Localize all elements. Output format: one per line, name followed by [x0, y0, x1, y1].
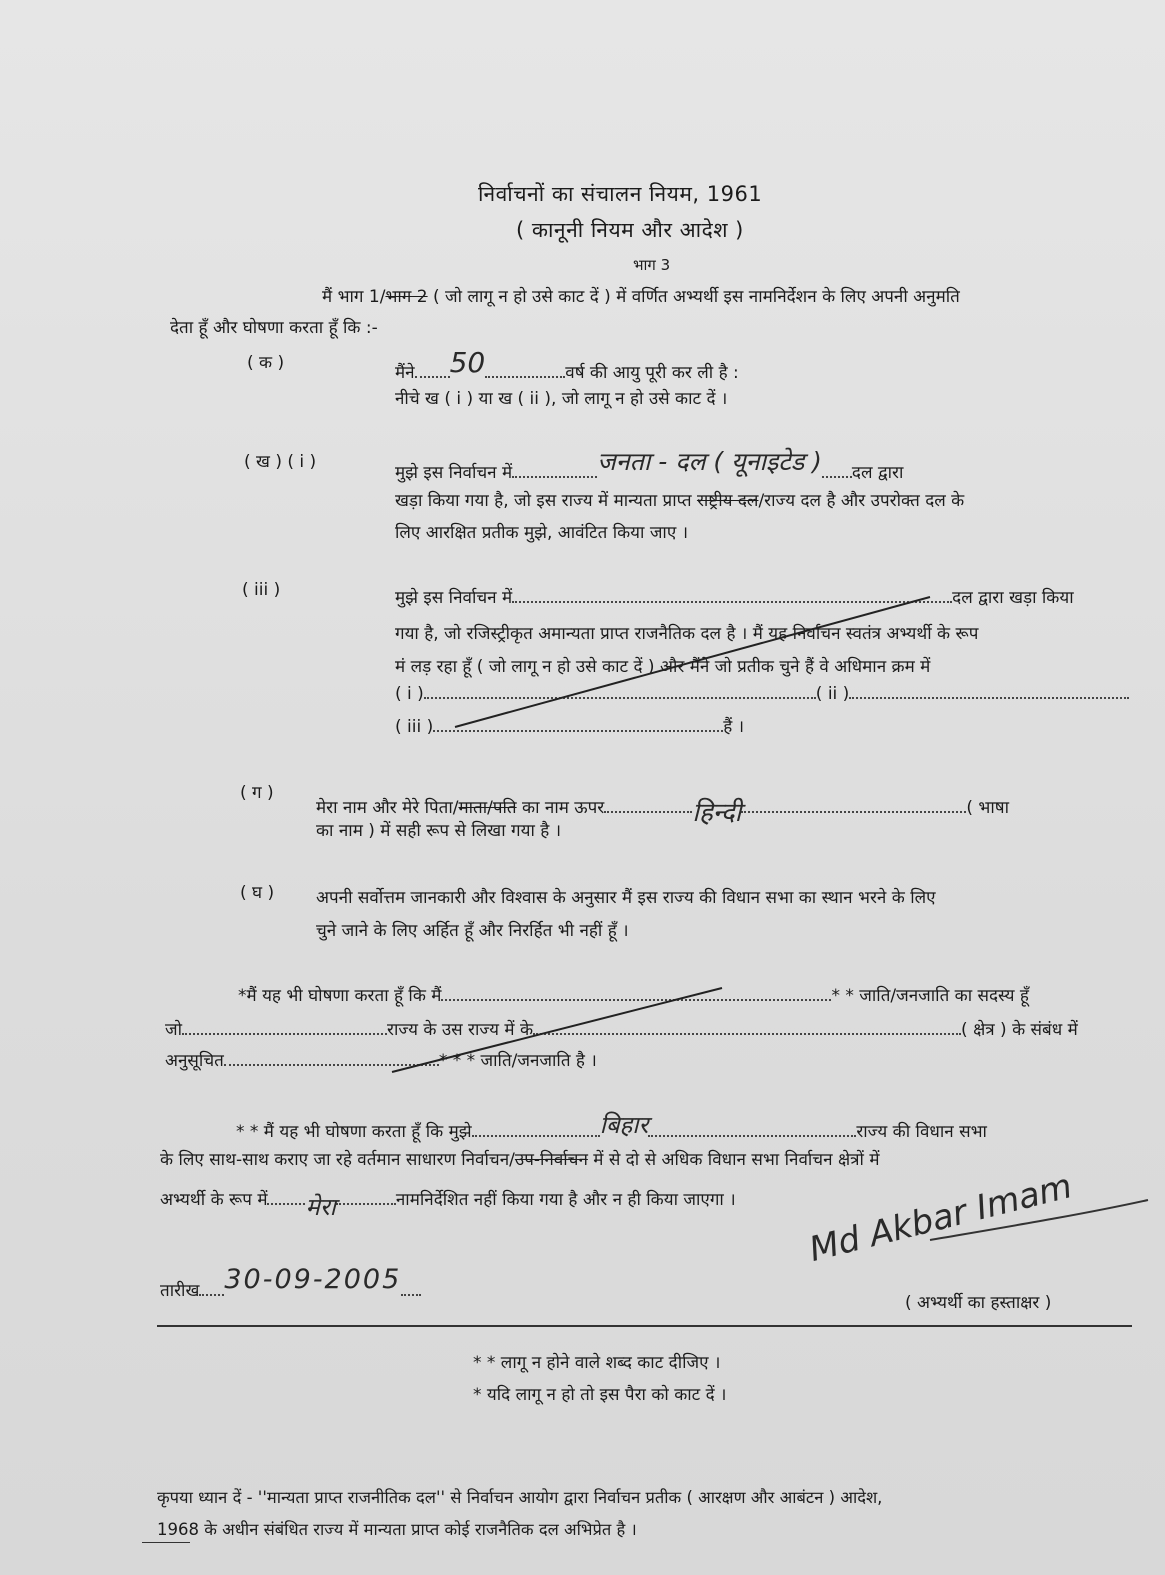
intro-struck-text: भाग 2: [385, 287, 428, 307]
clause-iii-end: हैं ।: [723, 717, 745, 737]
state-decl-line-3-pre: अभ्यर्थी के रूप में: [160, 1190, 268, 1210]
clause-ga-post: ( भाषा: [966, 798, 1010, 818]
note-line-2-text: के अधीन संबंधित राज्य में मान्यता प्राप्त कोई राजनैतिक दल अभिप्रेत है ।: [204, 1520, 637, 1539]
page-title: निर्वाचनों का संचालन नियम, 1961: [478, 182, 763, 206]
clause-iii-line-2: गया है, जो रजिस्ट्रीकृत अमान्यता प्राप्त राजनैतिक दल है । मैं यह निर्वाचन स्वतंत्र अभ्यर्थी के रूप: [395, 624, 979, 644]
clause-kha-line-2-b: /राज्य दल है और उपरोक्त दल के: [758, 491, 965, 511]
clause-kha-pre: मुझे इस निर्वाचन में: [395, 463, 513, 483]
state-decl-line-3-post: नामनिर्देशित नहीं किया गया है और न ही किया जाएगा ।: [395, 1190, 736, 1210]
date-label: तारीख: [160, 1281, 200, 1301]
footnote-2: * यदि लागू न हो तो इस पैरा को काट दें ।: [473, 1385, 727, 1405]
state-decl-post: राज्य की विधान सभा: [856, 1122, 987, 1142]
intro-text-b: ( जो लागू न हो उसे काट दें ) में वर्णित अभ्यर्थी इस नामनिर्देशन के लिए अपनी अनुमति: [427, 287, 960, 307]
clause-ka-pre: मैंने: [395, 363, 415, 383]
signature-flourish: [930, 1200, 1148, 1240]
caste-decl-end: * * * जाति/जनजाति है ।: [438, 1051, 597, 1071]
clause-iii-label: ( iii ): [242, 580, 281, 600]
self-handwritten: मेरा: [305, 1193, 336, 1221]
clause-ga-label: ( ग ): [240, 783, 274, 803]
state-decl-line-2-a: के लिए साथ-साथ कराए जा रहे वर्तमान साधारण निर्वाचन/: [160, 1150, 515, 1170]
caste-decl-scheduled: अनुसूचित: [165, 1051, 224, 1071]
language-handwritten: हिन्दी: [692, 798, 742, 828]
clause-ga-pre-a: मेरा नाम और मेरे पिता/: [316, 798, 459, 818]
date-handwritten: 30-09-2005: [224, 1264, 402, 1295]
clause-ga-struck: माता/पति: [458, 798, 517, 818]
note-year: 1968: [157, 1520, 199, 1539]
state-decl-line-2-b: में से दो से अधिक विधान सभा निर्वाचन क्षेत्रों में: [587, 1150, 880, 1170]
symbol-opt-2: ( ii ): [815, 684, 850, 704]
intro-text-a: मैं भाग 1/: [322, 287, 386, 307]
part-label: भाग 3: [633, 256, 671, 274]
clause-iii-pre: मुझे इस निर्वाचन में: [395, 588, 513, 608]
party-handwritten: जनता - दल ( यूनाइटेड ): [597, 447, 822, 476]
caste-decl-pre: *मैं यह भी घोषणा करता हूँ कि मैं: [238, 986, 442, 1006]
symbol-opt-3: ( iii ): [395, 717, 434, 737]
page-subtitle: ( कानूनी नियम और आदेश ): [516, 218, 744, 242]
clause-kha-line-2-a: खड़ा किया गया है, जो इस राज्य में मान्यता प्राप्त: [395, 491, 697, 511]
caste-decl-area: ( क्षेत्र ) के संबंध में: [961, 1020, 1078, 1040]
candidate-signature: Md Akbar Imam: [805, 1166, 1076, 1270]
clause-ka-post: वर्ष की आयु पूरी कर ली है :: [565, 363, 739, 383]
age-handwritten: 50: [449, 346, 486, 379]
clause-ga-line-2: का नाम ) में सही रूप से लिखा गया है ।: [316, 821, 562, 841]
caste-decl-jo: जो: [165, 1020, 183, 1040]
clause-gha-line-2: चुने जाने के लिए अर्हित हूँ और निरर्हित भी नहीं हूँ ।: [316, 921, 629, 941]
state-decl-struck: उप-निर्वाचन: [514, 1150, 588, 1170]
clause-ga-pre-b: का नाम ऊपर: [516, 798, 605, 818]
signature-caption: ( अभ्यर्थी का हस्ताक्षर ): [905, 1293, 1052, 1313]
clause-kha-line-3: लिए आरक्षित प्रतीक मुझे, आवंटित किया जाए ।: [395, 523, 689, 543]
clause-iii-line-3: मं लड़ रहा हूँ ( जो लागू न हो उसे काट दें ) और मैंने जो प्रतीक चुने हैं वे अधिमान क्रम में: [395, 657, 931, 677]
clause-kha-label: ( ख ) ( i ): [244, 452, 317, 472]
symbol-opt-1: ( i ): [395, 684, 424, 704]
caste-decl-post: * * जाति/जनजाति का सदस्य हूँ: [831, 986, 1029, 1006]
state-handwritten: बिहार: [599, 1111, 649, 1139]
strike-line-caste-decl: [392, 988, 722, 1072]
clause-kha-post: दल द्वारा: [851, 463, 904, 483]
note-line-1: कृपया ध्यान दें - ''मान्यता प्राप्त राजनीतिक दल'' से निर्वाचन आयोग द्वारा निर्वाचन प्रतीक ( आरक्षण और आबंटन ) आदेश,: [157, 1488, 883, 1507]
strike-line-clause-iii: [455, 597, 930, 727]
intro-line-2: देता हूँ और घोषणा करता हूँ कि :-: [170, 318, 378, 338]
clause-kha-struck: राष्ट्रीय दल: [696, 491, 759, 511]
footnote-1: * * लागू न होने वाले शब्द काट दीजिए ।: [473, 1353, 721, 1373]
clause-ka-line-2: नीचे ख ( i ) या ख ( ii ), जो लागू न हो उसे काट दें ।: [395, 389, 728, 409]
clause-gha-label: ( घ ): [240, 883, 275, 903]
state-decl-pre: * * मैं यह भी घोषणा करता हूँ कि मुझे: [236, 1122, 472, 1142]
caste-decl-state: राज्य के उस राज्य में के: [387, 1020, 534, 1040]
clause-ka-label: ( क ): [247, 353, 285, 373]
clause-gha-line-1: अपनी सर्वोत्तम जानकारी और विश्वास के अनुसार मैं इस राज्य की विधान सभा का स्थान भरने के लिए: [316, 888, 936, 908]
clause-iii-post: दल द्वारा खड़ा किया: [952, 588, 1074, 608]
